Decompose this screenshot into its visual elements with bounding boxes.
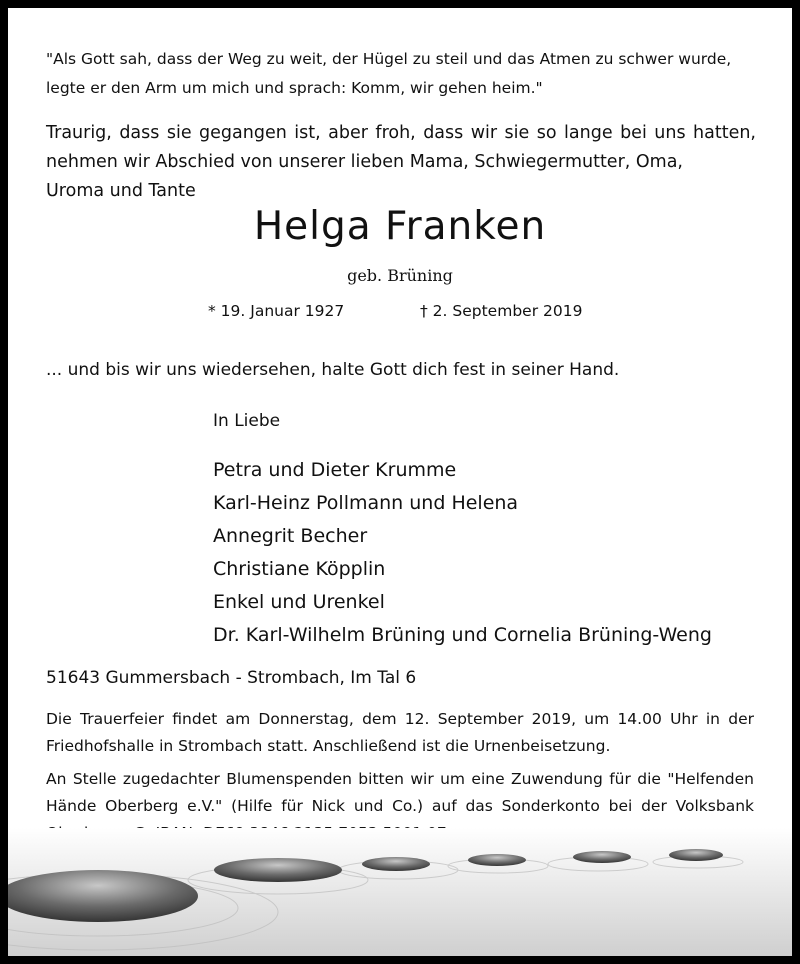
mourner-item: Dr. Karl-Wilhelm Brüning und Cornelia Brüning-Weng xyxy=(213,624,712,646)
mourner-item: Enkel und Urenkel xyxy=(213,591,385,613)
stone xyxy=(214,858,342,882)
donation-notice: An Stelle zugedachter Blumenspenden bitten wir um eine Zuwendung für die "Helfenden Hände Oberberg e.V." (Hilfe für Nick und Co.) auf das Sonderkonto bei der Volksbank xyxy=(46,770,754,815)
birth-date: * 19. Januar 1927 xyxy=(208,302,345,320)
obituary-notice xyxy=(8,8,792,956)
mourner-item: Christiane Köpplin xyxy=(213,558,386,580)
funeral-notice: Die Trauerfeier findet am Donnerstag, dem 12. September 2019, um 14.00 Uhr in der Friedhofshalle in Strombach statt. Anschließend ist die Urnenbeisetzung. xyxy=(46,710,754,755)
intro-text: Traurig, dass sie gegangen ist, aber froh, dass wir sie so lange bei uns hatten, nehmen wir Abschied von unserer lieben Mama, Schwiegermutter, Oma, xyxy=(46,123,756,172)
maiden-name: geb. Brüning xyxy=(347,266,453,285)
zen-stones-image xyxy=(8,828,792,956)
mourners-list xyxy=(213,454,712,652)
intro-last-line: Uroma und Tante xyxy=(46,181,196,201)
stone xyxy=(468,854,526,866)
mourner-item: Petra und Dieter Krumme xyxy=(213,459,457,481)
mourner-item: Karl-Heinz Pollmann und Helena xyxy=(213,492,519,514)
deceased-name: Helga Franken xyxy=(253,204,547,249)
stone xyxy=(362,857,430,871)
opening-quote: "Als Gott sah, dass der Weg zu weit, der Hügel zu steil und das Atmen zu schwer wurde, legte er den Arm um mich und sprach: Komm, wir gehen heim." xyxy=(46,50,732,97)
farewell-verse: ... und bis wir uns wiedersehen, halte Gott dich fest in seiner Hand. xyxy=(46,360,620,380)
stone xyxy=(573,851,631,863)
death-date: † 2. September 2019 xyxy=(420,302,583,320)
intro-paragraph xyxy=(46,119,756,206)
family-address: 51643 Gummersbach - Strombach, Im Tal 6 xyxy=(46,668,417,688)
stone xyxy=(669,849,723,861)
in-love-label: In Liebe xyxy=(213,411,281,431)
mourner-item: Annegrit Becher xyxy=(213,525,368,547)
